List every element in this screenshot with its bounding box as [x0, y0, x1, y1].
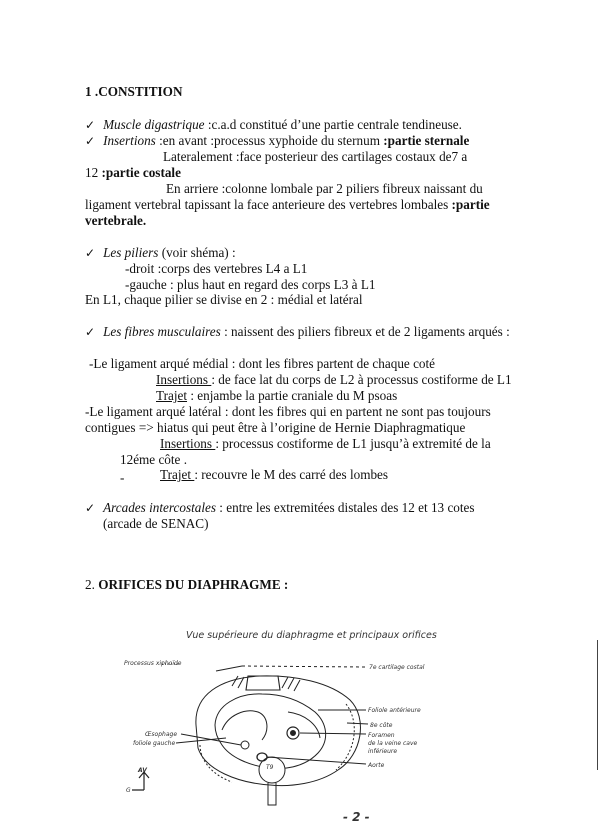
leader-7e	[242, 666, 365, 667]
label-foramen-2: de la veine cave	[368, 740, 418, 747]
checkmark-icon: ✓	[85, 325, 96, 339]
checkmark-icon: ✓	[85, 246, 96, 260]
checkmark-icon: ✓	[85, 501, 96, 515]
costale-prefix: 12	[85, 165, 102, 180]
label-av: AV	[138, 767, 147, 774]
ligament-lateral-dash: -	[120, 470, 125, 485]
leader-8e-cote	[347, 723, 368, 724]
partie-costale: :partie costale	[101, 165, 181, 180]
muscle-text: :c.a.d constitué d’une partie centrale tendineuse.	[204, 117, 462, 132]
partie-vertebrale-b: vertebrale.	[85, 213, 147, 228]
spinous-process	[268, 783, 276, 805]
leader-7e-2	[216, 666, 242, 671]
insertions-text: :en avant :processus xyphoide du sternum	[155, 133, 384, 148]
insertions-text: : de face lat du corps de L2 à processus costiforme de L1	[211, 372, 512, 387]
label-g: G	[126, 787, 131, 794]
trajet-text: : enjambe la partie craniale du M psoas	[187, 388, 398, 403]
section-2-number: 2.	[85, 577, 99, 592]
fibres-label: Les fibres musculaires	[103, 324, 221, 339]
figure-caption: Vue supérieure du diaphragme et principaux orifices	[186, 630, 437, 641]
label-processus-xiphoide: Processus xiphoïde	[124, 660, 182, 667]
insertions-label: Insertions	[103, 133, 156, 148]
ligament-vertebral-text: ligament vertebral tapissant la face anterieure des vertebres lombales	[85, 197, 452, 212]
tendon-left-leaflet	[222, 711, 267, 740]
ligament-lateral-insertions-2: 12éme côte .	[120, 452, 188, 467]
arcades-senac: (arcade de SENAC)	[103, 516, 209, 531]
esophageal-hiatus	[241, 741, 249, 749]
muscle-label: Muscle digastrique	[103, 117, 205, 132]
label-7e-cartilage: 7e cartilage costal	[369, 664, 425, 671]
ligament-medial: -Le ligament arqué médial : dont les fibres partent de chaque coté	[89, 356, 436, 371]
aortic-hiatus	[257, 753, 267, 761]
label-foliole-gauche: foliole gauche	[133, 740, 176, 747]
label-foramen-3: inférieure	[368, 748, 398, 755]
section-1-title-text: 1 .CONSTITION	[85, 84, 183, 99]
rib-dashed-right	[336, 704, 354, 770]
trajet-label: Trajet	[156, 388, 188, 403]
pilier-l1: En L1, chaque pilier se divise en 2 : médial et latéral	[85, 292, 363, 307]
insertions-label: Insertions	[160, 436, 216, 451]
leader-foramen	[300, 733, 366, 734]
arcades-label: Arcades intercostales	[103, 500, 216, 515]
orientation-arrow-icon	[132, 772, 149, 790]
partie-sternale: :partie sternale	[383, 133, 470, 148]
piliers-text: (voir shéma) :	[158, 245, 236, 260]
ligament-lateral-2: contigues => hiatus qui peut être à l’origine de Hernie Diaphragmatique	[85, 420, 466, 435]
insertions-en-arriere: En arriere :colonne lombale par 2 piliers fibreux naissant du	[166, 181, 483, 196]
vena-cava-inner	[291, 731, 296, 736]
arcades-text: : entre les extremitées distales des 12 et 13 cotes	[216, 500, 475, 515]
page-number: - 2 -	[343, 810, 370, 824]
pilier-gauche: -gauche : plus haut en regard des corps L3 à L1	[125, 277, 376, 292]
insertions-lateralement: Lateralement :face posterieur des cartilages costaux de7 a	[163, 149, 468, 164]
insertions-label: Insertions	[156, 372, 212, 387]
trajet-label: Trajet	[160, 467, 195, 482]
partie-vertebrale-a: :partie	[451, 197, 490, 212]
label-foramen-1: Foramen	[368, 732, 395, 739]
label-oesophage: Œsophage	[145, 731, 178, 738]
trajet-text: : recouvre le M des carré des lombes	[194, 467, 389, 482]
sternal-bar	[246, 676, 280, 690]
label-8e-cote: 8e côte	[370, 722, 393, 729]
checkmark-icon: ✓	[85, 118, 96, 132]
label-aorte: Aorte	[368, 762, 385, 769]
piliers-label: Les piliers	[103, 245, 159, 260]
fibres-text: : naissent des piliers fibreux et de 2 ligaments arqués :	[220, 324, 510, 339]
pilier-droit: -droit :corps des vertebres L4 a L1	[125, 261, 308, 276]
checkmark-icon: ✓	[85, 134, 96, 148]
label-t9: T9	[266, 764, 274, 771]
insertions-text: : processus costiforme de L1 jusqu’à extremité de la	[215, 436, 491, 451]
scan-edge-line	[597, 640, 598, 770]
section-2-title-text: ORIFICES DU DIAPHRAGME :	[98, 577, 289, 592]
label-foliole-anterieure: Foliole antérieure	[368, 707, 421, 714]
ligament-lateral-1: -Le ligament arqué latéral : dont les fibres qui en partent ne sont pas toujours	[85, 404, 491, 419]
